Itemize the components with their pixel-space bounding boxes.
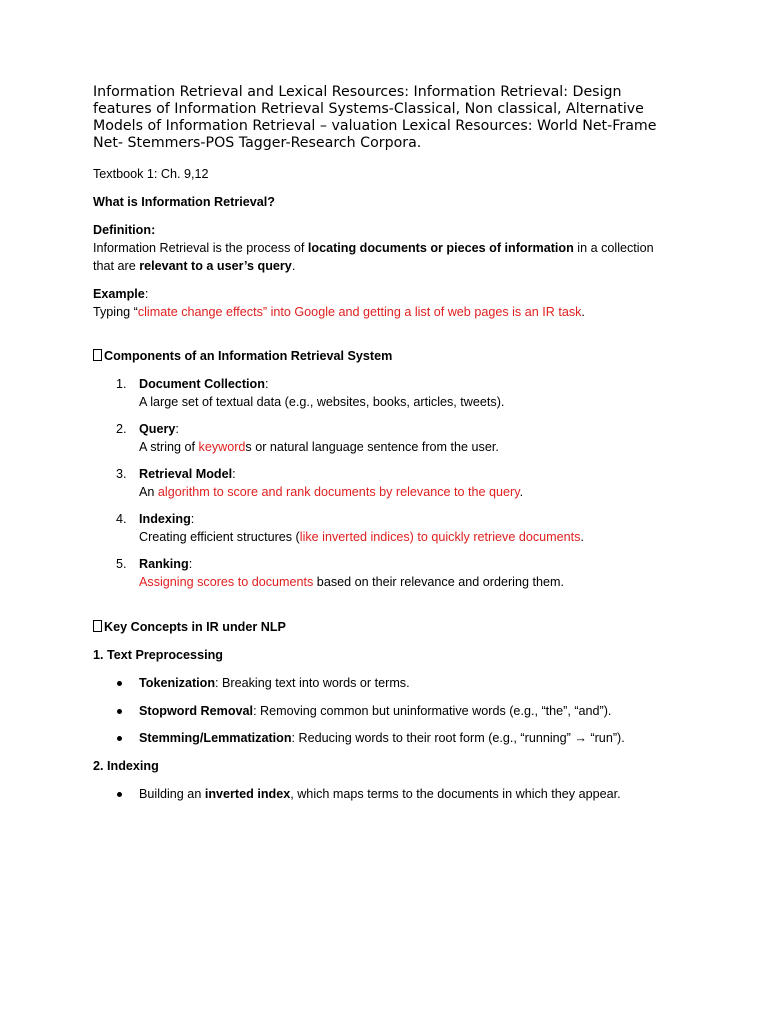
- definition-text: Information Retrieval is the process of locating documents or pieces of information in a collection that are relevant to a user’s query.: [93, 241, 654, 273]
- components-heading: Components of an Information Retrieval System: [93, 347, 673, 365]
- bullet-icon: [117, 681, 122, 686]
- list-item: 3. Retrieval Model: An algorithm to score and rank documents by relevance to the query.: [116, 467, 524, 499]
- indexing-heading: 2. Indexing: [93, 758, 159, 773]
- text-preprocessing-heading: 1. Text Preprocessing: [93, 648, 223, 662]
- components-list: [93, 375, 673, 591]
- textbook-reference: Textbook 1: Ch. 9,12: [93, 167, 209, 181]
- missing-glyph-icon: [93, 349, 102, 361]
- intro-paragraph: Information Retrieval and Lexical Resources: Information Retrieval: Design features of Information Retrieval Systems-Classical, Non classical, Alternative Models of Information Retrieval – valuation Lexical Resources: World Net-Frame Net- Stemmers-POS Tagger-Research Corpora.: [93, 84, 657, 151]
- definition-heading: Definition:: [93, 223, 156, 237]
- list-item: Tokenization: Breaking text into words or terms.: [93, 674, 673, 692]
- key-concepts-heading: Key Concepts in IR under NLP: [93, 618, 673, 636]
- section-heading-what-is-ir: What is Information Retrieval?: [93, 195, 275, 209]
- list-item: 1. Document Collection: A large set of textual data (e.g., websites, books, articles, tweets).: [116, 377, 505, 409]
- preprocessing-list: [93, 674, 673, 747]
- list-item: 4. Indexing: Creating efficient structures (like inverted indices) to quickly retrieve documents.: [116, 512, 584, 544]
- bullet-icon: [117, 792, 122, 797]
- bullet-icon: [117, 709, 122, 714]
- list-item: Stemming/Lemmatization: Reducing words to their root form (e.g., “running” → “run”).: [93, 729, 673, 747]
- example-heading: Example:: [93, 287, 149, 301]
- list-item: Building an inverted index, which maps terms to the documents in which they appear.: [93, 785, 673, 803]
- list-item: Stopword Removal: Removing common but uninformative words (e.g., “the”, “and”).: [93, 702, 673, 720]
- missing-glyph-icon: [93, 620, 102, 632]
- list-item: 5. Ranking: Assigning scores to documents based on their relevance and ordering them.: [116, 557, 564, 589]
- example-text: Typing “climate change effects” into Google and getting a list of web pages is an IR task.: [93, 305, 585, 319]
- list-item: 2. Query: A string of keywords or natural language sentence from the user.: [116, 422, 499, 454]
- document-page: [93, 84, 673, 812]
- bullet-icon: [117, 736, 122, 741]
- indexing-list: [93, 785, 673, 803]
